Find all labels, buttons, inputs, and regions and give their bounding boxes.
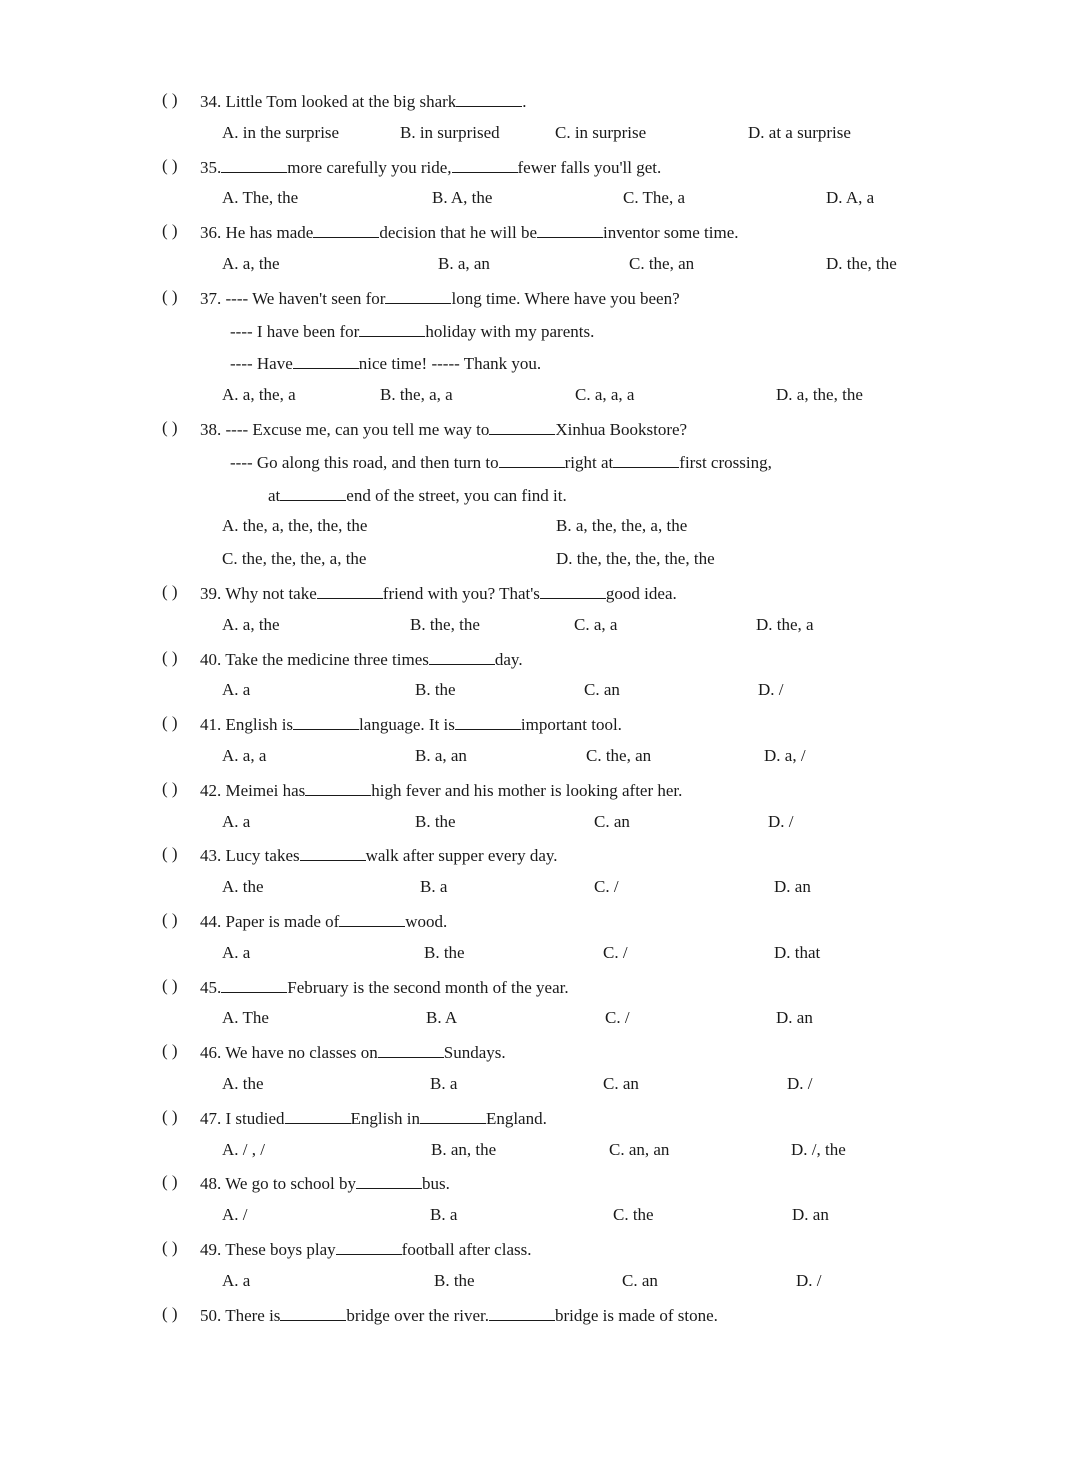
option-c[interactable]: C. the, an bbox=[629, 254, 695, 273]
option-d[interactable]: D. A, a bbox=[826, 188, 875, 208]
answer-blank[interactable] bbox=[359, 320, 425, 337]
answer-parenthesis[interactable]: ( ) bbox=[162, 844, 178, 864]
option-c[interactable]: C. / bbox=[594, 877, 619, 897]
option-b[interactable]: B. a bbox=[420, 877, 448, 897]
question-text: good idea. bbox=[605, 584, 677, 603]
answer-parenthesis[interactable]: ( ) bbox=[162, 778, 178, 798]
option-a[interactable]: A. a, the bbox=[222, 254, 280, 273]
answer-blank[interactable] bbox=[280, 484, 346, 501]
answer-parenthesis[interactable]: ( ) bbox=[162, 1106, 178, 1126]
question-stem-43 bbox=[200, 844, 558, 866]
option-d[interactable]: D. / bbox=[796, 1270, 822, 1290]
option-d[interactable]: D. the, a bbox=[756, 614, 814, 634]
option-a[interactable]: A. / , / bbox=[222, 1139, 265, 1159]
option-b[interactable]: B. A, the bbox=[432, 188, 493, 208]
answer-blank[interactable] bbox=[356, 1172, 422, 1189]
question-continuation bbox=[230, 352, 541, 374]
option-d[interactable]: D. / bbox=[768, 811, 794, 831]
option-b[interactable]: B. the bbox=[415, 811, 456, 831]
option-d[interactable]: D. / bbox=[758, 680, 784, 700]
option-c[interactable]: C. an bbox=[603, 1074, 639, 1093]
answer-blank[interactable] bbox=[489, 1304, 555, 1321]
question-stem-45 bbox=[200, 976, 569, 998]
question-continuation bbox=[230, 451, 772, 473]
question-continuation bbox=[268, 484, 567, 506]
option-d[interactable]: D. an bbox=[774, 877, 811, 897]
answer-parenthesis[interactable]: ( ) bbox=[162, 975, 178, 995]
question-text: day. bbox=[494, 649, 523, 669]
question-stem-42 bbox=[200, 779, 682, 801]
question-text: Xinhua Bookstore? bbox=[555, 420, 688, 439]
option-b[interactable]: B. the bbox=[434, 1270, 475, 1290]
option-b[interactable]: B. an, the bbox=[431, 1139, 497, 1159]
question-stem-46 bbox=[200, 1041, 506, 1063]
option-d[interactable]: D. that bbox=[774, 942, 821, 962]
question-text: nice time! ----- Thank you. bbox=[358, 354, 542, 374]
option-a[interactable]: A. the bbox=[222, 1074, 264, 1093]
question-text: 47. I studied bbox=[200, 1108, 285, 1128]
question-stem-47 bbox=[200, 1107, 547, 1129]
option-b[interactable]: B. a, the, the, a, the bbox=[556, 516, 688, 536]
question-text: 36. He has made bbox=[200, 223, 314, 243]
question-text: walk after supper every day. bbox=[365, 846, 558, 866]
answer-parenthesis[interactable]: ( ) bbox=[162, 910, 178, 929]
question-text: 46. We have no classes on bbox=[200, 1043, 378, 1063]
answer-parenthesis[interactable]: ( ) bbox=[162, 647, 178, 667]
answer-blank[interactable] bbox=[285, 1107, 351, 1124]
question-text: 41. English is bbox=[200, 715, 294, 735]
option-c[interactable]: C. an, an bbox=[609, 1139, 670, 1159]
question-text: February is the second month of the year. bbox=[287, 977, 569, 997]
question-stem-37 bbox=[200, 287, 680, 309]
question-text: inventor some time. bbox=[603, 223, 739, 243]
question-stem-39 bbox=[200, 582, 677, 604]
question-text: important tool. bbox=[520, 715, 622, 735]
option-d[interactable]: D. / bbox=[787, 1074, 813, 1093]
answer-blank[interactable] bbox=[378, 1041, 444, 1058]
answer-blank[interactable] bbox=[455, 713, 521, 730]
question-stem-41 bbox=[200, 713, 622, 735]
question-text: fewer falls you'll get. bbox=[517, 157, 662, 177]
question-text: . bbox=[522, 92, 527, 111]
option-b[interactable]: B. the, the bbox=[410, 614, 480, 634]
option-d[interactable]: D. a, / bbox=[764, 746, 806, 765]
question-text: ---- I have been for bbox=[230, 321, 360, 341]
answer-blank[interactable] bbox=[385, 287, 451, 304]
answer-parenthesis[interactable]: ( ) bbox=[162, 1172, 178, 1192]
answer-parenthesis[interactable]: ( ) bbox=[162, 713, 178, 733]
answer-blank[interactable] bbox=[336, 1238, 402, 1255]
answer-blank[interactable] bbox=[489, 418, 555, 435]
answer-blank[interactable] bbox=[317, 582, 383, 599]
option-c[interactable]: C. / bbox=[605, 1008, 630, 1028]
answer-blank[interactable] bbox=[300, 844, 366, 861]
question-text: friend with you? That's bbox=[382, 584, 540, 603]
option-a[interactable]: A. in the surprise bbox=[222, 122, 340, 142]
question-stem-50 bbox=[200, 1304, 718, 1326]
question-text: bridge is made of stone. bbox=[554, 1305, 718, 1325]
question-text: 49. These boys play bbox=[200, 1240, 336, 1259]
option-b[interactable]: B. the bbox=[415, 680, 456, 700]
option-c[interactable]: C. the bbox=[613, 1205, 654, 1225]
question-text: English in bbox=[350, 1108, 420, 1128]
option-c[interactable]: C. an bbox=[594, 811, 630, 831]
option-a[interactable]: A. a bbox=[222, 680, 251, 700]
option-b[interactable]: B. the bbox=[424, 942, 465, 962]
option-b[interactable]: B. in surprised bbox=[400, 122, 500, 142]
question-text: bus. bbox=[422, 1174, 450, 1194]
option-a[interactable]: A. the, a, the, the, the bbox=[222, 516, 368, 536]
answer-blank[interactable] bbox=[293, 352, 359, 369]
option-c[interactable]: C. an bbox=[622, 1270, 658, 1290]
answer-blank[interactable] bbox=[420, 1107, 486, 1124]
question-text: 50. There is bbox=[200, 1305, 281, 1325]
question-text: high fever and his mother is looking after her. bbox=[371, 780, 683, 800]
answer-blank[interactable] bbox=[452, 156, 518, 173]
question-text: bridge over the river. bbox=[346, 1305, 489, 1325]
question-text: 40. Take the medicine three times bbox=[200, 649, 429, 669]
option-d[interactable]: D. the, the, the, the, the bbox=[556, 549, 715, 569]
option-a[interactable]: A. The bbox=[222, 1008, 269, 1028]
option-c[interactable]: C. the, the, the, a, the bbox=[222, 549, 367, 569]
option-d[interactable]: D. a, the, the bbox=[776, 385, 863, 405]
answer-blank[interactable] bbox=[537, 221, 603, 238]
question-text: at bbox=[268, 485, 281, 505]
option-b[interactable]: B. A bbox=[426, 1008, 458, 1028]
question-stem-36 bbox=[200, 221, 739, 243]
option-d[interactable]: D. /, the bbox=[791, 1139, 846, 1159]
answer-parenthesis[interactable]: ( ) bbox=[162, 1041, 178, 1061]
option-b[interactable]: B. the, a, a bbox=[380, 385, 453, 405]
option-b[interactable]: B. a, an bbox=[415, 746, 467, 765]
question-text: wood. bbox=[405, 912, 448, 931]
question-text: holiday with my parents. bbox=[425, 321, 595, 341]
answer-blank[interactable] bbox=[456, 90, 522, 107]
option-d[interactable]: D. an bbox=[792, 1205, 829, 1225]
answer-blank[interactable] bbox=[339, 910, 405, 927]
option-c[interactable]: C. a, a, a bbox=[575, 385, 635, 405]
option-b[interactable]: B. a bbox=[430, 1205, 458, 1225]
option-a[interactable]: A. The, the bbox=[222, 188, 299, 208]
question-text: language. It is bbox=[359, 715, 455, 735]
option-a[interactable]: A. a bbox=[222, 942, 251, 962]
answer-blank[interactable] bbox=[499, 451, 565, 468]
option-a[interactable]: A. a bbox=[222, 1270, 251, 1290]
question-text: 37. ---- We haven't seen for bbox=[200, 288, 386, 308]
answer-parenthesis[interactable]: ( ) bbox=[162, 1238, 178, 1257]
question-text: ---- Go along this road, and then turn to bbox=[230, 452, 499, 472]
option-c[interactable]: C. the, an bbox=[586, 746, 652, 765]
option-c[interactable]: C. in surprise bbox=[555, 122, 647, 142]
option-a[interactable]: A. a bbox=[222, 811, 251, 831]
option-a[interactable]: A. a, a bbox=[222, 746, 267, 765]
question-text: long time. Where have you been? bbox=[451, 288, 680, 308]
answer-blank[interactable] bbox=[221, 976, 287, 993]
question-text: England. bbox=[485, 1108, 547, 1128]
answer-blank[interactable] bbox=[429, 648, 495, 665]
option-a[interactable]: A. / bbox=[222, 1205, 248, 1225]
question-text: more carefully you ride, bbox=[287, 157, 452, 177]
answer-parenthesis[interactable]: ( ) bbox=[162, 90, 178, 109]
option-d[interactable]: D. an bbox=[776, 1008, 813, 1028]
question-text: Sundays. bbox=[443, 1043, 506, 1063]
question-stem-40 bbox=[200, 648, 523, 670]
question-text: 35. bbox=[200, 157, 222, 177]
answer-parenthesis[interactable]: ( ) bbox=[162, 582, 178, 601]
answer-blank[interactable] bbox=[613, 451, 679, 468]
option-a[interactable]: A. a, the, a bbox=[222, 385, 296, 405]
answer-blank[interactable] bbox=[305, 779, 371, 796]
question-stem-48 bbox=[200, 1172, 450, 1194]
answer-parenthesis[interactable]: ( ) bbox=[162, 1303, 178, 1323]
question-text: 39. Why not take bbox=[200, 584, 317, 603]
answer-parenthesis[interactable]: ( ) bbox=[162, 221, 178, 241]
answer-blank[interactable] bbox=[221, 156, 287, 173]
question-text: first crossing, bbox=[679, 452, 772, 472]
option-b[interactable]: B. a, an bbox=[438, 254, 490, 273]
question-text: 38. ---- Excuse me, can you tell me way to bbox=[200, 420, 490, 439]
answer-parenthesis[interactable]: ( ) bbox=[162, 155, 178, 175]
answer-parenthesis[interactable]: ( ) bbox=[162, 418, 178, 437]
answer-blank[interactable] bbox=[540, 582, 606, 599]
answer-parenthesis[interactable]: ( ) bbox=[162, 286, 178, 306]
question-text: ---- Have bbox=[230, 354, 293, 374]
option-a[interactable]: A. a, the bbox=[222, 614, 280, 634]
option-c[interactable]: C. / bbox=[603, 942, 628, 962]
question-stem-44 bbox=[200, 910, 447, 932]
option-b[interactable]: B. a bbox=[430, 1074, 458, 1093]
question-text: 34. Little Tom looked at the big shark bbox=[200, 92, 457, 111]
question-text: 42. Meimei has bbox=[200, 780, 306, 800]
question-text: decision that he will be bbox=[379, 223, 537, 243]
option-c[interactable]: C. an bbox=[584, 680, 620, 700]
answer-blank[interactable] bbox=[313, 221, 379, 238]
option-c[interactable]: C. a, a bbox=[574, 614, 618, 634]
question-text: right at bbox=[564, 452, 614, 472]
question-stem-49 bbox=[200, 1238, 531, 1260]
question-stem-38 bbox=[200, 418, 687, 440]
question-text: 48. We go to school by bbox=[200, 1174, 357, 1194]
question-text: 43. Lucy takes bbox=[200, 846, 300, 866]
option-d[interactable]: D. the, the bbox=[826, 254, 897, 273]
option-a[interactable]: A. the bbox=[222, 877, 264, 897]
question-text: end of the street, you can find it. bbox=[346, 485, 567, 505]
option-c[interactable]: C. The, a bbox=[623, 188, 686, 208]
question-continuation bbox=[230, 320, 594, 342]
option-d[interactable]: D. at a surprise bbox=[748, 122, 851, 142]
question-text: 45. bbox=[200, 977, 222, 997]
question-text: 44. Paper is made of bbox=[200, 912, 340, 931]
question-stem-35 bbox=[200, 156, 661, 178]
question-text: football after class. bbox=[401, 1240, 532, 1259]
answer-blank[interactable] bbox=[293, 713, 359, 730]
question-stem-34 bbox=[200, 90, 527, 112]
answer-blank[interactable] bbox=[280, 1304, 346, 1321]
